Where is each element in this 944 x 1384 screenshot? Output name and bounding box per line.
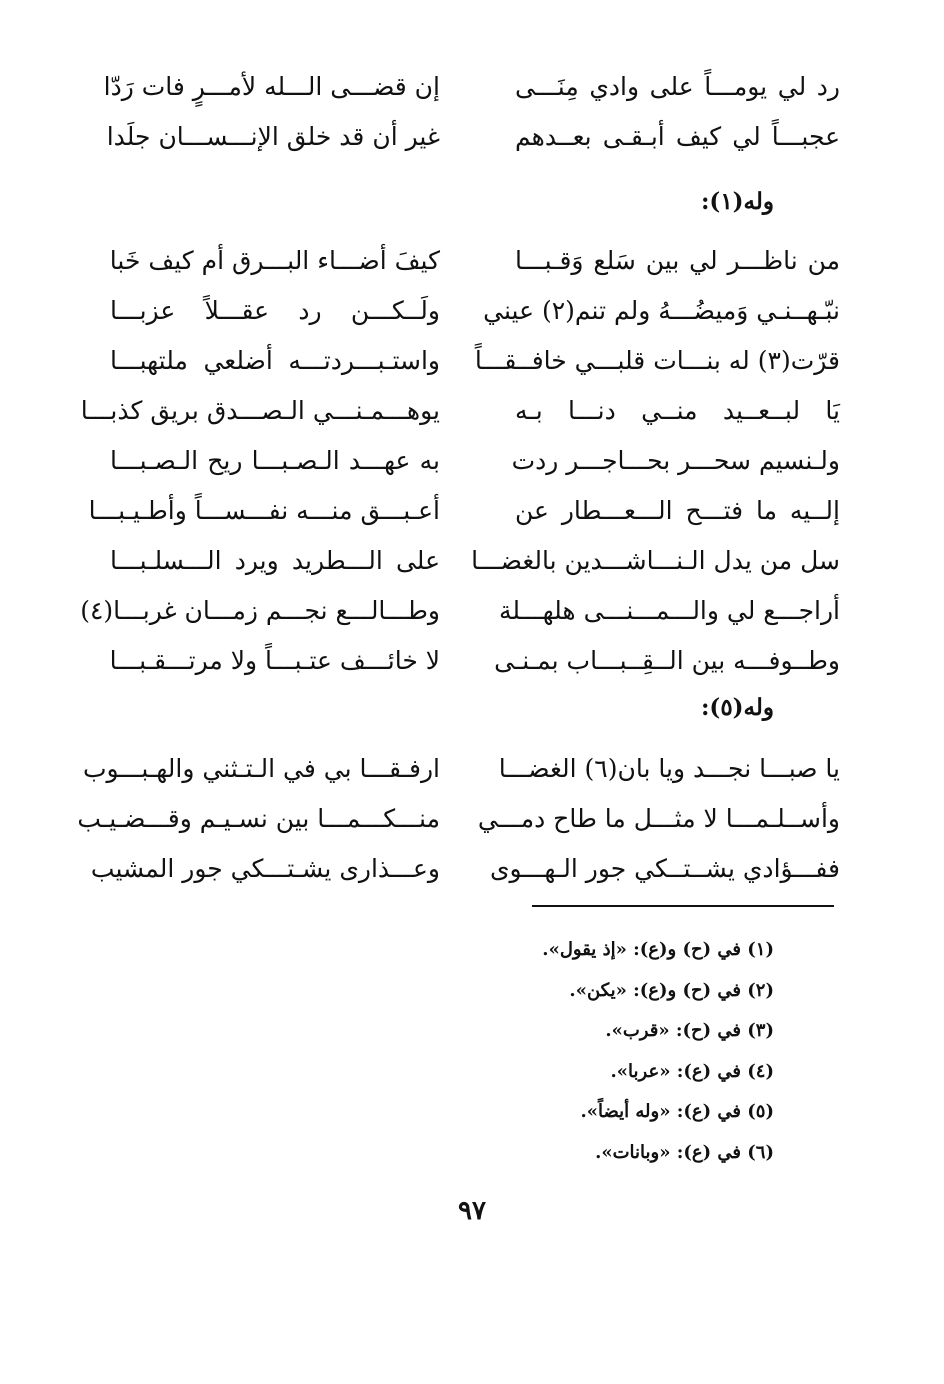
verse-line <box>100 536 840 586</box>
footnotes <box>354 930 774 1173</box>
first-hemistich: أراجـــع لي والـــمـــنـــى هلهـــلة <box>498 596 840 625</box>
poem-stanza-2 <box>80 236 840 686</box>
verse-line <box>100 286 840 336</box>
verse-line <box>100 112 840 162</box>
verse-line <box>80 386 840 436</box>
verse-line <box>80 586 840 636</box>
first-hemistich: يا صبـــا نجـــد ويا بان(٦) الغضـــا <box>498 754 840 783</box>
verse-line <box>82 744 840 794</box>
second-hemistich: يوهـــمـنـــي الـصـــدق بريق كذبـــا <box>80 396 440 425</box>
verse-line <box>100 336 840 386</box>
first-hemistich: وطــوفـــه بين الــقِــبـــاب بمـنـى <box>494 646 840 675</box>
first-hemistich: ففـــؤادي يشــتــكي جور الـهـــوى <box>489 854 840 883</box>
first-hemistich: يَا لبــعــيد منــي دنـــا بـه <box>515 396 840 425</box>
second-hemistich: غير أن قد خلق الإنـــســـان جلَدا <box>106 122 440 151</box>
footnote-divider <box>532 905 834 907</box>
footnote: (١) في (ح) و(ع): «إذ يقول». <box>542 939 774 960</box>
first-hemistich: رد لي يومـــاً على وادي مِنَـــى <box>515 72 840 101</box>
second-hemistich: واستـبـــردتـــه أضلعي ملتهبـــا <box>110 346 440 375</box>
second-hemistich: به عهـــد الـصـبـــا ريح الـصـبـــا <box>110 446 440 475</box>
page-number: ٩٧ <box>458 1196 486 1226</box>
second-hemistich: منـــكـــمـــا بين نسـيـم وقـــضـيـب <box>77 804 440 833</box>
first-hemistich: عجبـــاً لي كيف أبـقـى بعــدهم <box>515 122 840 151</box>
first-hemistich: ولـنسيم سحـــر بحـــاجـــر ردت <box>511 446 840 475</box>
footnote: (٥) في (ع): «وله أيضاً». <box>580 1101 774 1122</box>
first-hemistich: إلــيه ما فتـــح الـــعـــطار عن <box>515 496 840 525</box>
verse-line <box>100 436 840 486</box>
verse-line <box>90 844 840 894</box>
section-heading: وله(٥): <box>700 694 774 721</box>
poem-stanza-1 <box>100 62 840 162</box>
second-hemistich: وطـــالـــع نجـــم زمـــان غربـــا(٤) <box>80 596 440 625</box>
second-hemistich: كيفَ أضـــاء البـــرق أم كيف خَبا <box>109 246 440 275</box>
second-hemistich: أعـبـــق منـــه نفـــســـاً وأطـيـبـــا <box>88 496 440 525</box>
second-hemistich: ارفـقـــا بي في الـتـثني والهـبـــوب <box>82 754 440 783</box>
second-hemistich: إن قضـــى الـــله لأمـــرٍ فات رَدّا <box>103 72 440 101</box>
verse-line <box>77 794 840 844</box>
second-hemistich: على الـــطريد ويرد الـــسلـبـــا <box>110 546 440 575</box>
verse-line <box>88 486 840 536</box>
first-hemistich: سل من يدل الـنـــاشـــدين بالغضـــا <box>471 546 840 575</box>
footnote: (٦) في (ع): «وبانات». <box>595 1141 774 1163</box>
verse-line <box>100 236 840 286</box>
second-hemistich: لا خائـــف عتـبـــاً ولا مرتـــقـبـــا <box>109 646 440 675</box>
first-hemistich: قرّت(٣) له بنـــات قلبـــي خافــقـــاً <box>474 346 840 375</box>
second-hemistich: ولَــكـــن رد عقـــلاً عزبـــا <box>110 296 440 325</box>
first-hemistich: وأســلـمـــا لا مثـــل ما طاح دمـــي <box>477 804 840 833</box>
second-hemistich: وعـــذارى يشـتـــكي جور المشيب <box>90 854 440 883</box>
verse-line <box>100 636 840 686</box>
first-hemistich: نبّـهــنـي وَميضُـــهُ ولم تنم(٢) عيني <box>483 296 840 325</box>
poem-stanza-3 <box>77 744 840 894</box>
verse-line <box>100 62 840 112</box>
footnote: (٤) في (ع): «عربا». <box>610 1060 774 1082</box>
section-heading: وله(١): <box>700 188 774 215</box>
footnote: (٢) في (ح) و(ع): «يكن». <box>569 979 774 1001</box>
first-hemistich: من ناظـــر لي بين سَلع وَقـبـــا <box>515 246 840 275</box>
footnote: (٣) في (ح): «قرب». <box>605 1020 774 1041</box>
